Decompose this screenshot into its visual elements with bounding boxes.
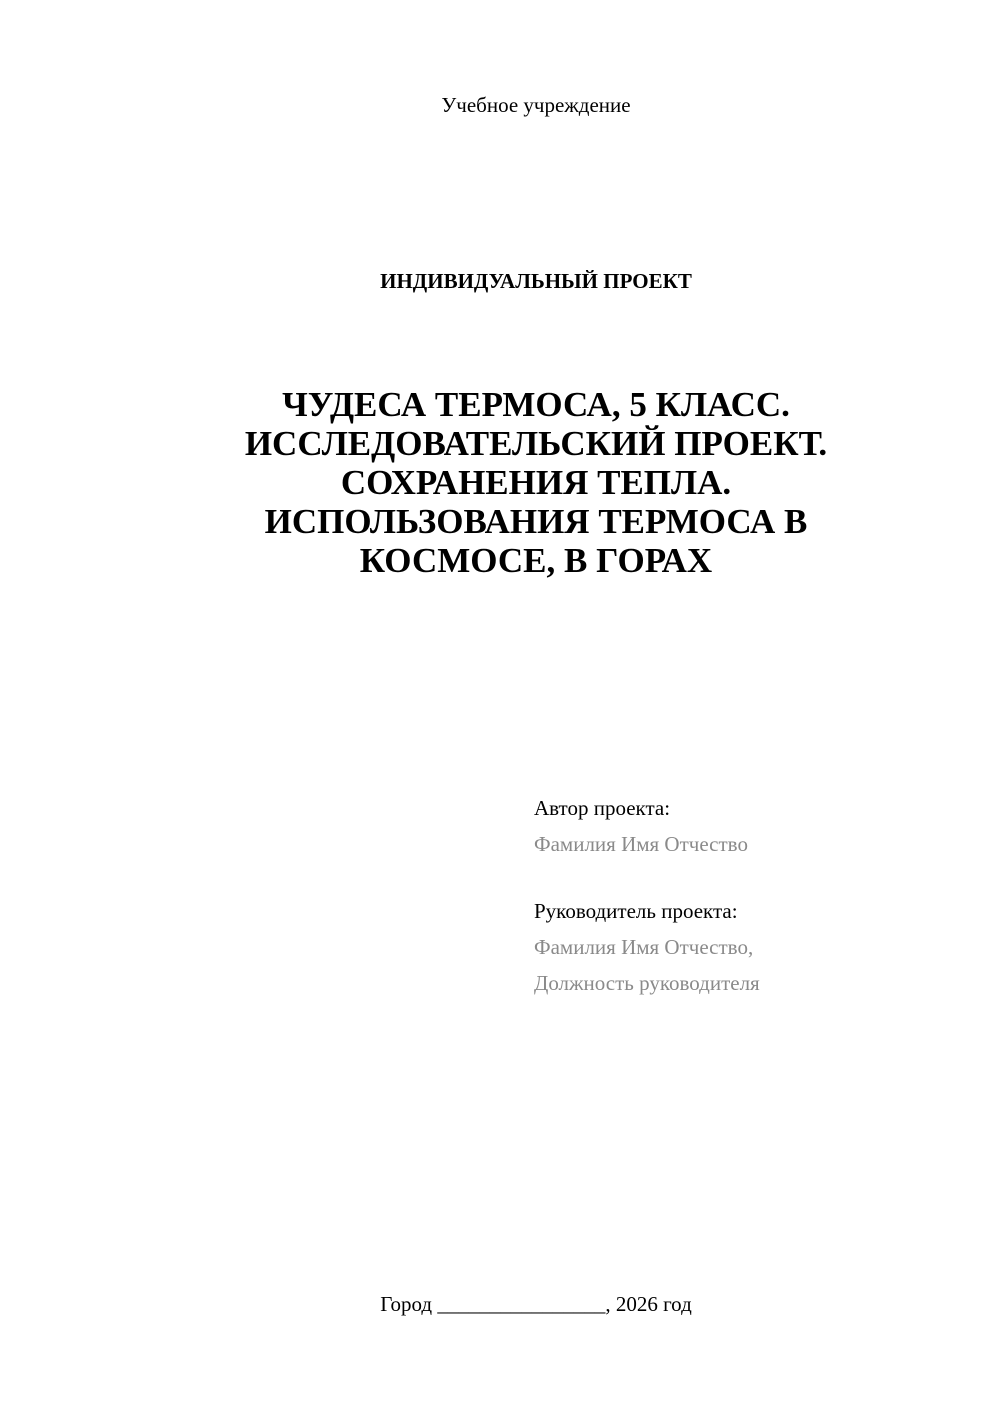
document-type: ИНДИВИДУАЛЬНЫЙ ПРОЕКТ xyxy=(380,269,692,293)
title-line: КОСМОСЕ, В ГОРАХ xyxy=(359,541,713,580)
institution-name: Учебное учреждение xyxy=(441,93,631,117)
supervisor-position: Должность руководителя xyxy=(534,971,760,995)
city-year-footer: Город ________________, 2026 год xyxy=(380,1292,692,1316)
author-block xyxy=(534,790,748,862)
title-line: СОХРАНЕНИЯ ТЕПЛА. xyxy=(340,463,732,502)
title-line: ЧУДЕСА ТЕРМОСА, 5 КЛАСС. xyxy=(282,385,790,424)
author-label: Автор проекта: xyxy=(534,796,671,820)
title-line: ИСПОЛЬЗОВАНИЯ ТЕРМОСА В xyxy=(264,502,808,541)
supervisor-name: Фамилия Имя Отчество, xyxy=(534,935,754,959)
project-title xyxy=(180,385,892,580)
supervisor-block xyxy=(534,893,760,1001)
author-name: Фамилия Имя Отчество xyxy=(534,832,748,856)
title-line: ИССЛЕДОВАТЕЛЬСКИЙ ПРОЕКТ. xyxy=(244,424,828,463)
supervisor-label: Руководитель проекта: xyxy=(534,899,738,923)
